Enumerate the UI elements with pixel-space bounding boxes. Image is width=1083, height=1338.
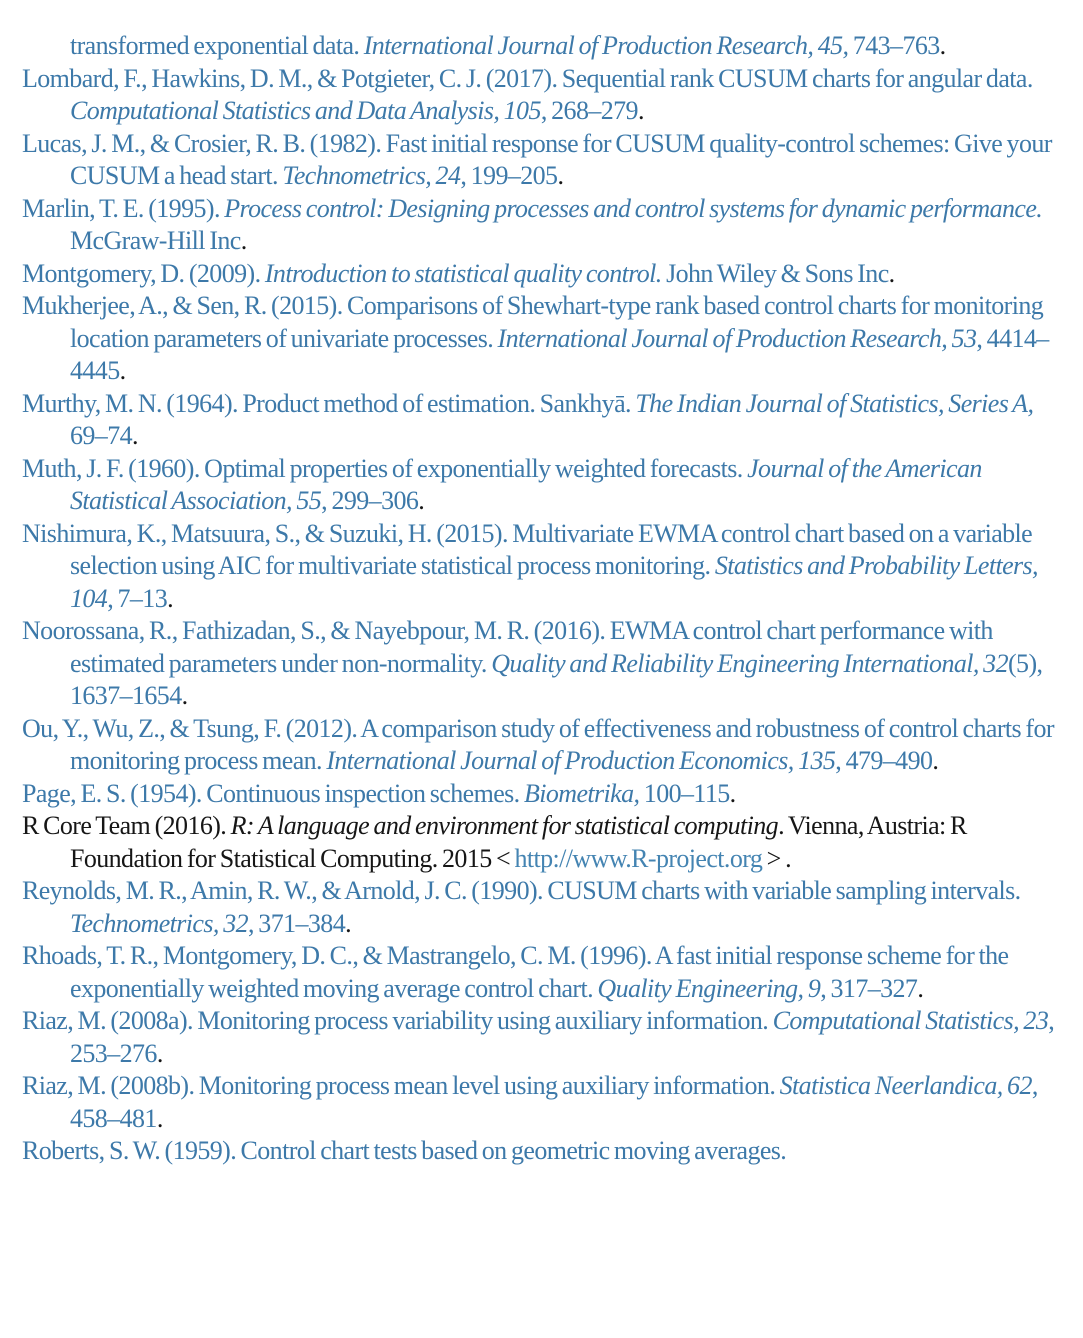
reference-text-segment: Statistics and Probability Letters, 104	[70, 551, 1038, 613]
reference-entry	[22, 810, 1063, 875]
reference-text-segment: John Wiley & Sons Inc	[661, 258, 889, 288]
reference-text-segment: Quality Engineering, 9	[597, 973, 821, 1003]
reference-text-segment: Roberts, S. W. (1959). Control chart tests based on geometric moving averages.	[22, 1136, 787, 1165]
reference-text-segment: , 268–279	[540, 96, 638, 125]
reference-text-segment: Murthy, M. N. (1964). Product method of estimation. Sankhyā.	[22, 388, 636, 418]
reference-entry	[22, 615, 1063, 713]
reference-text-segment: 69–74	[70, 421, 133, 450]
reference-text-segment: .	[888, 258, 895, 288]
reference-text-segment: Montgomery, D. (2009).	[22, 258, 265, 288]
reference-text-segment: Riaz, M. (2008a). Monitoring process variability using auxiliary information.	[22, 1006, 773, 1035]
reference-text-segment: Mukherjee, A., & Sen, R. (2015). Comparisons of Shewhart-type rank based control charts for monitoring location parameters of univariate processes.	[22, 291, 1044, 353]
reference-text-segment: .	[932, 746, 939, 775]
reference-entry	[22, 518, 1063, 616]
reference-text-segment: Nishimura, K., Matsuura, S., & Suzuki, H. (2015). Multivariate EWMA control chart based on a variable selection using AIC for multivariate statistical process monitoring.	[22, 518, 1033, 580]
reference-text-segment: McGraw-Hill Inc	[70, 226, 241, 255]
reference-text-segment: .	[156, 1103, 163, 1133]
reference-text-segment: Quality and Reliability Engineering International, 32	[491, 648, 1008, 678]
reference-entry	[22, 713, 1063, 778]
reference-text-segment: .	[132, 421, 138, 450]
reference-text-segment: . Vienna, Austria: R Foundation for Statistical Computing. 2015 <	[70, 811, 967, 873]
reference-text-segment: Ou, Y., Wu, Z., & Tsung, F. (2012). A comparison study of effectiveness and robustness of control charts for monitoring process mean.	[22, 713, 1054, 775]
reference-text-segment: Computational Statistics and Data Analysis, 105	[70, 96, 541, 125]
reference-text-segment: Introduction to statistical quality control.	[264, 258, 662, 288]
reference-text-segment: > .	[762, 843, 791, 873]
reference-text-segment: .	[240, 226, 247, 255]
reference-text-segment: Noorossana, R., Fathizadan, S., & Nayebpour, M. R. (2016). EWMA control chart performance with estimated parameters under non-normality.	[22, 616, 993, 678]
reference-text-segment: Muth, J. F. (1960). Optimal properties of exponentially weighted forecasts.	[22, 453, 748, 483]
reference-text-segment: , 253–276	[70, 1006, 1055, 1068]
reference-text-segment: .	[167, 583, 174, 613]
reference-text-segment: , 371–384	[248, 908, 346, 938]
reference-entry	[22, 290, 1063, 388]
reference-text-segment: (5), 1637–1654	[70, 648, 1043, 710]
reference-entry	[22, 128, 1063, 193]
reference-text-segment: The Indian Journal of Statistics, Series A,	[635, 388, 1034, 418]
url-link[interactable]: http://www.R-project.org	[514, 843, 763, 873]
reference-text-segment: Computational Statistics, 23	[772, 1006, 1049, 1035]
reference-text-segment: Riaz, M. (2008b). Monitoring process mean level using auxiliary information.	[22, 1071, 780, 1100]
reference-text-segment: Page, E. S. (1954). Continuous inspection schemes.	[22, 778, 524, 808]
reference-text-segment: .	[119, 356, 126, 385]
reference-text-segment: International Journal of Production Economics, 135	[326, 746, 836, 775]
reference-text-segment: 743–763	[852, 31, 940, 60]
reference-text-segment: .	[939, 31, 946, 60]
reference-entry-continuation	[22, 30, 1063, 63]
reference-entry	[22, 1135, 1063, 1168]
reference-text-segment: R Core Team (2016).	[22, 811, 231, 840]
reference-text-segment: R: A language and environment for statistical computing	[230, 811, 779, 840]
reference-text-segment: , 479–490	[835, 746, 933, 775]
reference-text-segment: International Journal of Production Research, 53	[497, 323, 977, 353]
reference-entry	[22, 453, 1063, 518]
reference-text-segment: Journal of the American Statistical Association, 55	[70, 453, 982, 515]
reference-text-segment: .	[637, 96, 644, 125]
reference-text-segment: Biometrika,	[523, 778, 640, 808]
reference-text-segment: , 199–205	[460, 161, 558, 190]
reference-text-segment: Statistica Neerlandica, 62	[779, 1071, 1032, 1100]
reference-entry	[22, 193, 1063, 258]
reference-text-segment: Process control: Designing processes and control systems for dynamic performance.	[224, 193, 1043, 223]
reference-text-segment: .	[917, 973, 924, 1003]
reference-text-segment: Lombard, F., Hawkins, D. M., & Potgieter, C. J. (2017). Sequential rank CUSUM charts for angular data.	[22, 63, 1033, 93]
reference-text-segment: .	[557, 161, 564, 190]
reference-text-segment: .	[418, 486, 425, 515]
reference-text-segment: , 7–13	[107, 583, 168, 613]
reference-entry	[22, 940, 1063, 1005]
reference-text-segment: transformed exponential data.	[70, 31, 364, 60]
reference-text-segment: Technometrics, 24	[282, 161, 461, 190]
reference-entry	[22, 63, 1063, 128]
reference-entry	[22, 1070, 1063, 1135]
references-list	[22, 30, 1063, 1168]
reference-text-segment: Marlin, T. E. (1995).	[22, 193, 225, 223]
reference-text-segment: Reynolds, M. R., Amin, R. W., & Arnold, J. C. (1990). CUSUM charts with variable sampling intervals.	[22, 876, 1021, 905]
reference-text-segment: 100–115	[639, 778, 730, 808]
reference-text-segment: , 4414–4445	[70, 323, 1049, 385]
reference-text-segment: Lucas, J. M., & Crosier, R. B. (1982). Fast initial response for CUSUM quality-control schemes: Give your CUSUM a head start.	[22, 128, 1052, 190]
reference-entry	[22, 388, 1063, 453]
reference-text-segment: International Journal of Production Research, 45,	[363, 31, 853, 60]
reference-text-segment: Technometrics, 32	[70, 908, 248, 938]
reference-text-segment: , 299–306	[321, 486, 419, 515]
reference-text-segment: .	[729, 778, 736, 808]
reference-text-segment: , 317–327	[820, 973, 918, 1003]
reference-text-segment: .	[345, 908, 352, 938]
reference-entry	[22, 778, 1063, 811]
reference-entry	[22, 875, 1063, 940]
reference-text-segment: .	[156, 1038, 163, 1068]
reference-text-segment: .	[181, 681, 188, 710]
reference-text-segment: Rhoads, T. R., Montgomery, D. C., & Mastrangelo, C. M. (1996). A fast initial response scheme for the exponentially weighted moving average control chart.	[22, 941, 1009, 1003]
reference-text-segment: , 458–481	[70, 1071, 1038, 1133]
reference-entry	[22, 1005, 1063, 1070]
reference-entry	[22, 258, 1063, 291]
